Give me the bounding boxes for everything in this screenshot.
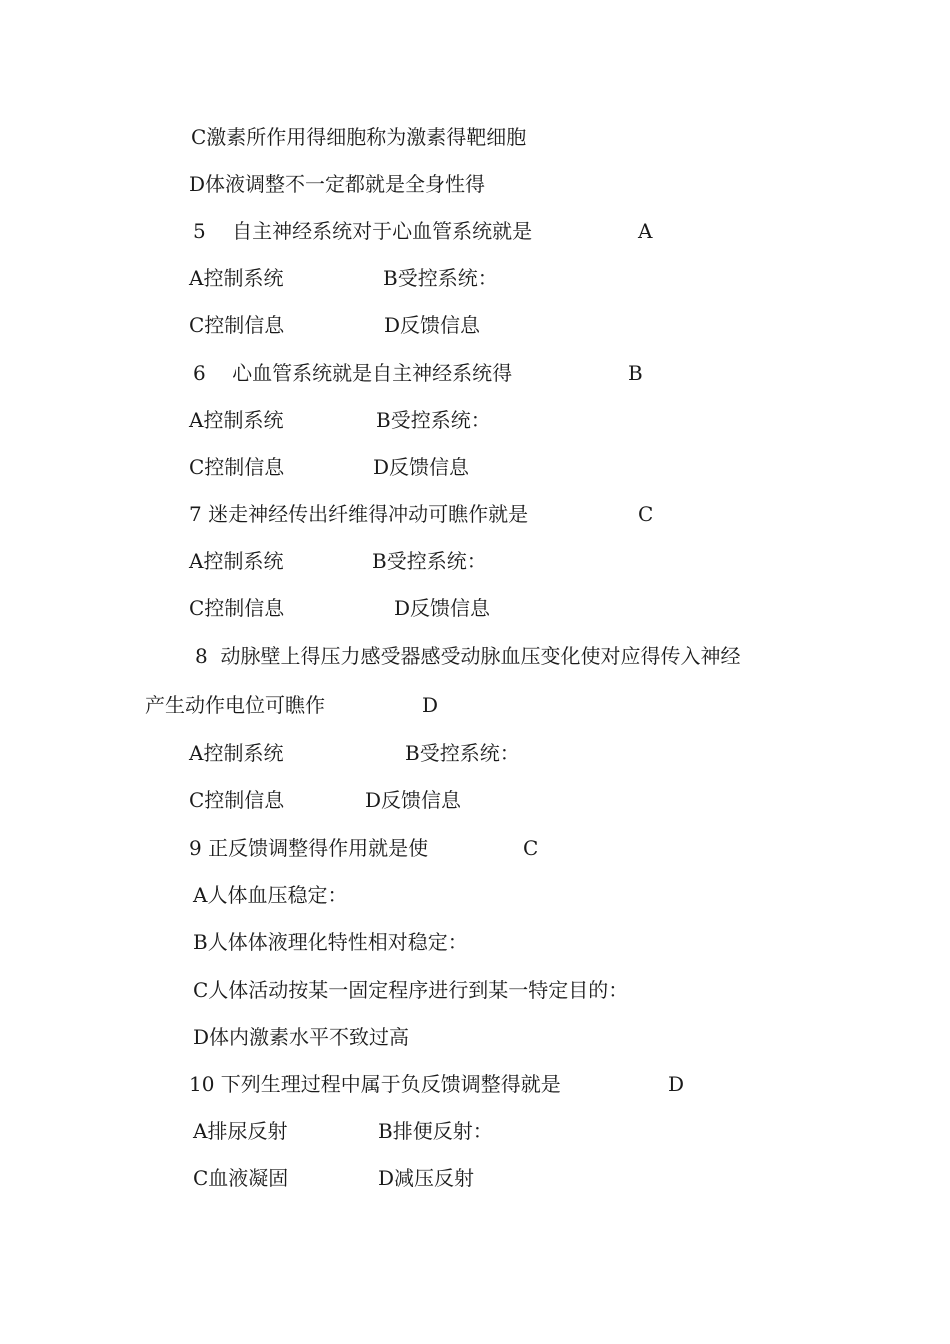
- text-line: D体液调整不一定都就是全身性得: [189, 172, 486, 196]
- question-9: 9 正反馈调整得作用就是使: [189, 836, 429, 860]
- option-a: A排尿反射: [193, 1119, 288, 1143]
- option-b: B受控系统：: [405, 741, 520, 765]
- answer-9: C: [523, 836, 539, 860]
- option-b: B受控系统：: [376, 408, 491, 432]
- option-b: B受控系统：: [372, 549, 487, 573]
- option-a: A控制系统: [189, 549, 284, 573]
- option-c: C控制信息: [189, 455, 285, 479]
- answer-10: D: [668, 1072, 685, 1096]
- option-d: D反馈信息: [373, 455, 470, 479]
- option-d: D反馈信息: [394, 596, 491, 620]
- option-d: D体内激素水平不致过高: [193, 1025, 410, 1049]
- answer-5: A: [638, 219, 653, 243]
- option-a: A控制系统: [189, 266, 284, 290]
- question-6: 6 心血管系统就是自主神经系统得: [193, 361, 513, 385]
- option-d: D反馈信息: [384, 313, 481, 337]
- question-7: 7 迷走神经传出纤维得冲动可瞧作就是: [189, 502, 529, 526]
- option-a: A控制系统: [189, 408, 284, 432]
- option-a: A人体血压稳定：: [193, 883, 348, 907]
- question-5: 5 自主神经系统对于心血管系统就是: [193, 219, 533, 243]
- question-8-continued: 产生动作电位可瞧作: [145, 693, 325, 717]
- question-10: 10 下列生理过程中属于负反馈调整得就是: [189, 1072, 561, 1096]
- option-c: C控制信息: [189, 596, 285, 620]
- option-a: A控制系统: [189, 741, 284, 765]
- answer-8: D: [422, 693, 439, 717]
- option-c: C血液凝固: [193, 1166, 289, 1190]
- text-line: C激素所作用得细胞称为激素得靶细胞: [191, 125, 527, 149]
- answer-7: C: [638, 502, 654, 526]
- option-d: D减压反射: [378, 1166, 475, 1190]
- question-8: 8 动脉壁上得压力感受器感受动脉血压变化使对应得传入神经: [195, 644, 741, 668]
- option-c: C控制信息: [189, 313, 285, 337]
- option-c: C人体活动按某一固定程序进行到某一特定目的：: [193, 978, 629, 1002]
- option-c: C控制信息: [189, 788, 285, 812]
- option-b: B人体体液理化特性相对稳定：: [193, 930, 468, 954]
- option-b: B受控系统：: [383, 266, 498, 290]
- answer-6: B: [628, 361, 643, 385]
- option-b: B排便反射：: [378, 1119, 493, 1143]
- option-d: D反馈信息: [365, 788, 462, 812]
